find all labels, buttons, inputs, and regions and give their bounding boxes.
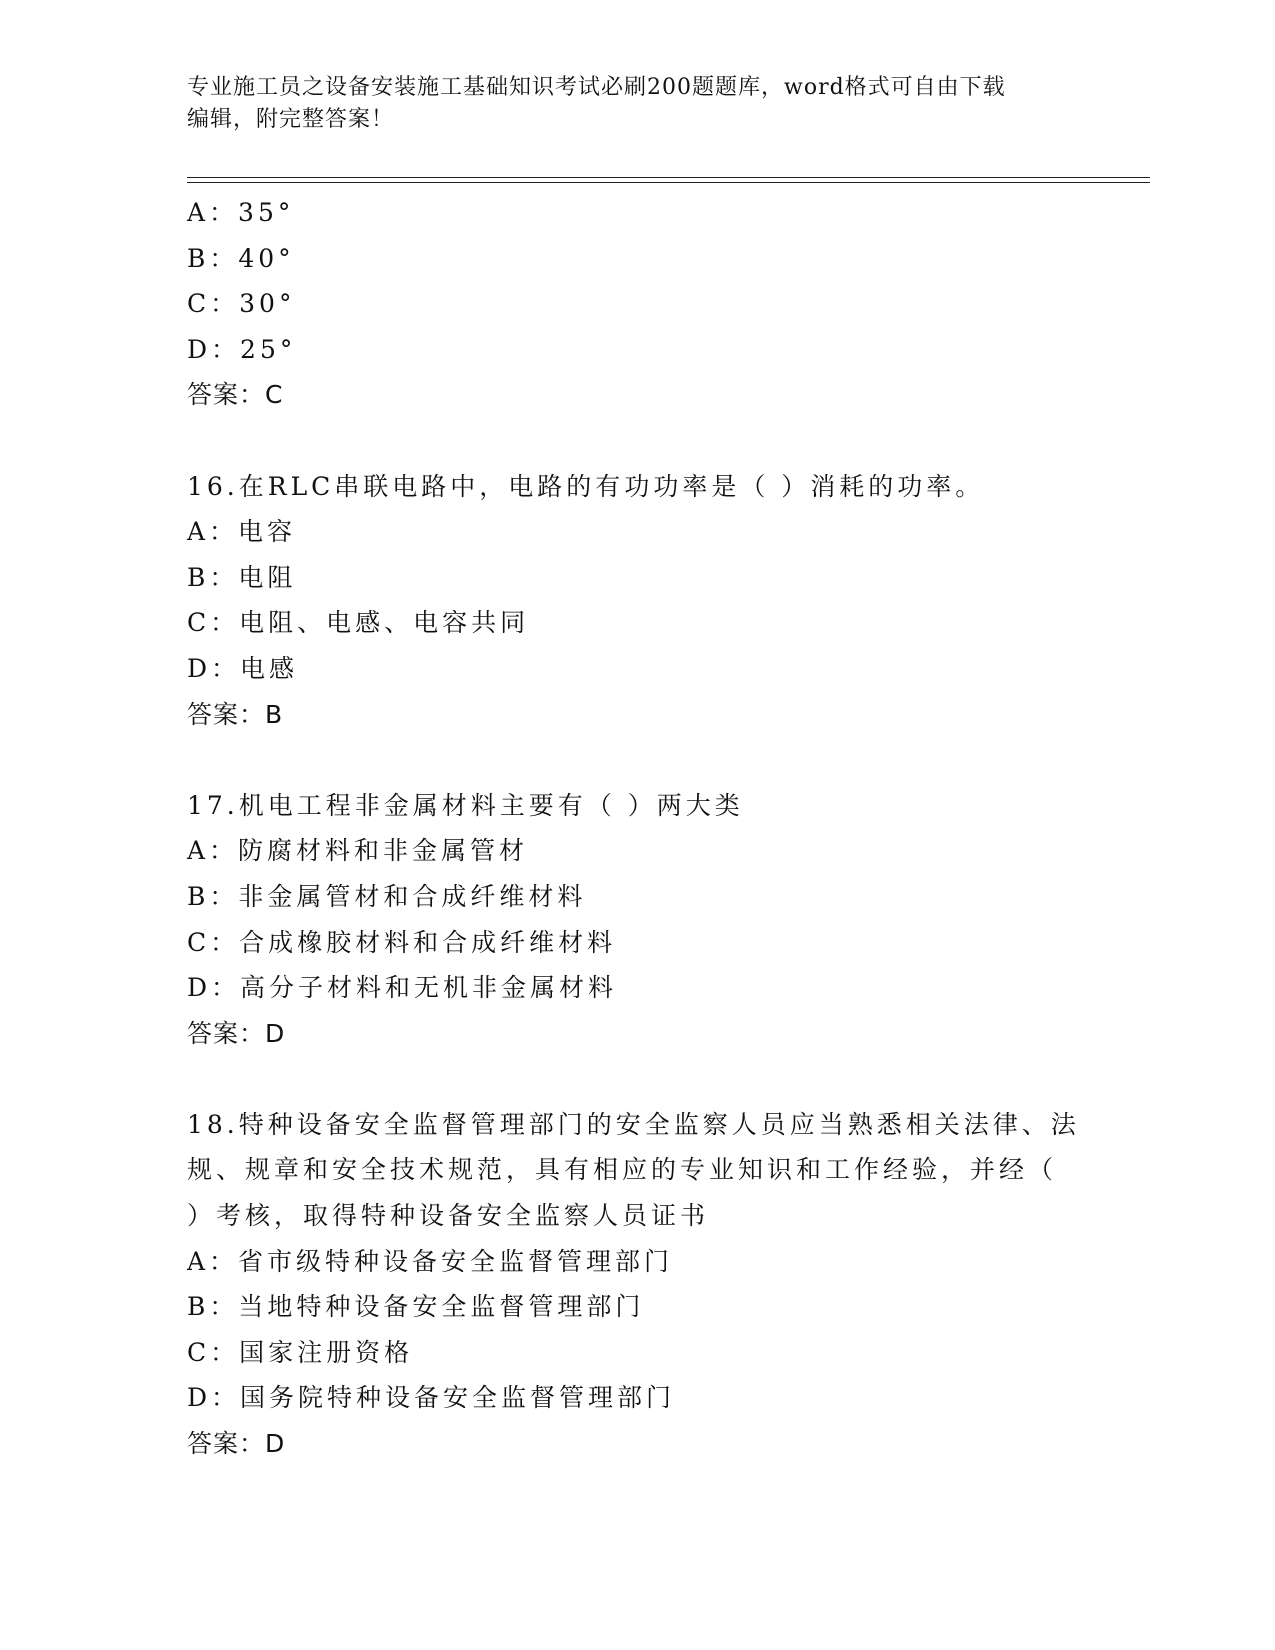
spacer [187,737,1087,783]
option-d: D：25° [187,334,297,364]
option-c: C：合成橡胶材料和合成纤维材料 [187,927,617,957]
question-17 [187,783,1087,1057]
option-c: C：30° [187,289,296,319]
spacer [187,1056,1087,1102]
option-a: A：电容 [187,517,297,547]
option-d: D：高分子材料和无机非金属材料 [187,973,618,1003]
answer-line: 答案：B [187,699,284,729]
option-a: A：省市级特种设备安全监督管理部门 [187,1246,674,1276]
document-header [187,72,1067,136]
answer-line: 答案：D [187,1018,286,1048]
option-b: B：40° [187,243,295,273]
option-c: C：电阻、电感、电容共同 [187,608,530,638]
option-d: D：电感 [187,653,299,683]
option-c: C：国家注册资格 [187,1337,414,1367]
option-d: D：国务院特种设备安全监督管理部门 [187,1383,676,1413]
option-a: A：防腐材料和非金属管材 [187,836,529,866]
spacer [187,418,1087,464]
question-15 [187,190,1087,418]
option-b: B：非金属管材和合成纤维材料 [187,881,587,911]
answer-line: 答案：C [187,380,284,410]
question-16 [187,464,1087,738]
question-stem: 17.机电工程非金属材料主要有（ ）两大类 [187,790,744,820]
option-b: B：电阻 [187,562,297,592]
header-divider-bottom [187,182,1150,183]
question-list [187,190,1087,1467]
question-18 [187,1102,1087,1467]
option-b: B：当地特种设备安全监督管理部门 [187,1292,645,1322]
header-divider-top [187,177,1150,178]
question-stem-line-1: 18.特种设备安全监督管理部门的安全监察人员应当熟悉相关法律、法 [187,1109,1080,1139]
header-title-line-2: 编辑，附完整答案！ [187,107,395,132]
answer-line: 答案：D [187,1429,286,1459]
question-stem: 16.在RLC串联电路中，电路的有功功率是（ ）消耗的功率。 [187,471,985,501]
option-a: A：35° [187,198,295,227]
question-stem-line-2: 规、规章和安全技术规范，具有相应的专业知识和工作经验，并经（ [187,1155,1058,1185]
header-title-line-1: 专业施工员之设备安装施工基础知识考试必刷200题题库，word格式可自由下载 [187,75,1006,100]
question-stem-line-3: ）考核，取得特种设备安全监察人员证书 [187,1201,710,1231]
